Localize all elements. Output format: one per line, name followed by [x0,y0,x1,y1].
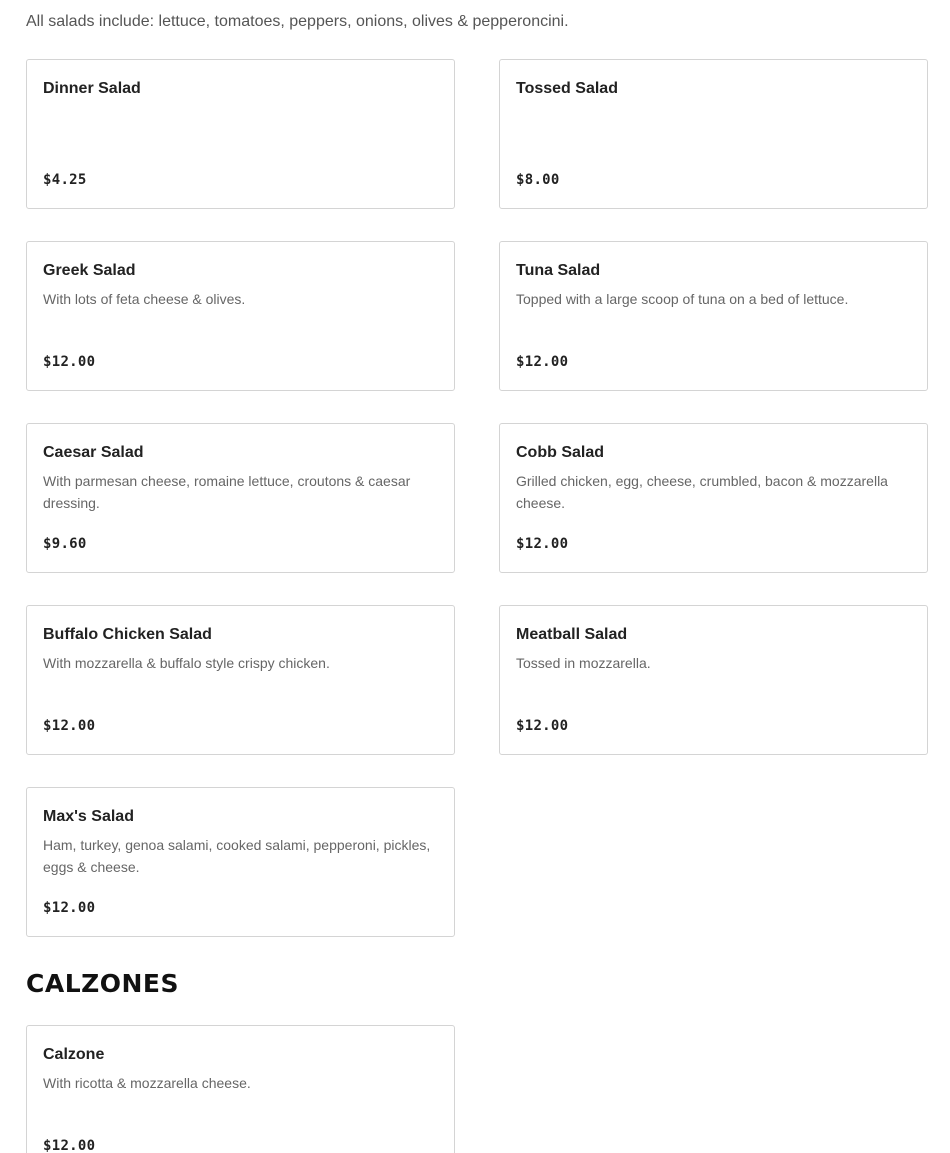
item-name: Cobb Salad [516,444,605,461]
item-name: Greek Salad [43,262,136,279]
item-price: $12.00 [43,1138,96,1153]
item-price: $12.00 [43,900,96,916]
item-name: Dinner Salad [43,80,141,97]
item-price: $12.00 [516,354,569,370]
menu-item-tossed-salad[interactable] [499,59,928,209]
item-name: Tuna Salad [516,262,601,279]
section-title-calzones: CALZONES [26,969,180,998]
item-description: Tossed in mozzarella. [516,655,651,671]
item-description: Ham, turkey, genoa salami, cooked salami, pepperoni, pickles, eggs & cheese. [43,837,431,875]
item-price: $12.00 [516,536,569,552]
item-name: Tossed Salad [516,80,618,97]
item-description: With parmesan cheese, romaine lettuce, croutons & caesar dressing. [43,473,411,511]
menu-item-meatball-salad[interactable] [499,605,928,755]
item-description: Grilled chicken, egg, cheese, crumbled, bacon & mozzarella cheese. [516,473,888,511]
menu-item-calzone[interactable] [26,1025,455,1153]
menu-item-caesar-salad[interactable] [26,423,455,573]
item-name: Meatball Salad [516,626,628,643]
item-name: Caesar Salad [43,444,144,461]
item-price: $4.25 [43,172,87,188]
item-price: $12.00 [43,718,96,734]
item-description: Topped with a large scoop of tuna on a bed of lettuce. [516,291,849,307]
item-price: $12.00 [516,718,569,734]
menu-item-greek-salad[interactable] [26,241,455,391]
item-description: With ricotta & mozzarella cheese. [43,1075,251,1091]
item-price: $12.00 [43,354,96,370]
menu-item-dinner-salad[interactable] [26,59,455,209]
menu-item-tuna-salad[interactable] [499,241,928,391]
item-description: With mozzarella & buffalo style crispy chicken. [43,655,330,671]
item-name: Max's Salad [43,808,134,825]
salads-intro: All salads include: lettuce, tomatoes, peppers, onions, olives & pepperoncini. [26,13,569,30]
item-price: $9.60 [43,536,87,552]
salads-menu-grid [26,59,928,937]
menu-item-maxs-salad[interactable] [26,787,455,937]
item-name: Buffalo Chicken Salad [43,626,212,643]
item-name: Calzone [43,1046,105,1063]
item-price: $8.00 [516,172,560,188]
item-description: With lots of feta cheese & olives. [43,291,246,307]
calzones-menu-grid [26,1025,928,1153]
menu-item-cobb-salad[interactable] [499,423,928,573]
menu-item-buffalo-chicken-salad[interactable] [26,605,455,755]
